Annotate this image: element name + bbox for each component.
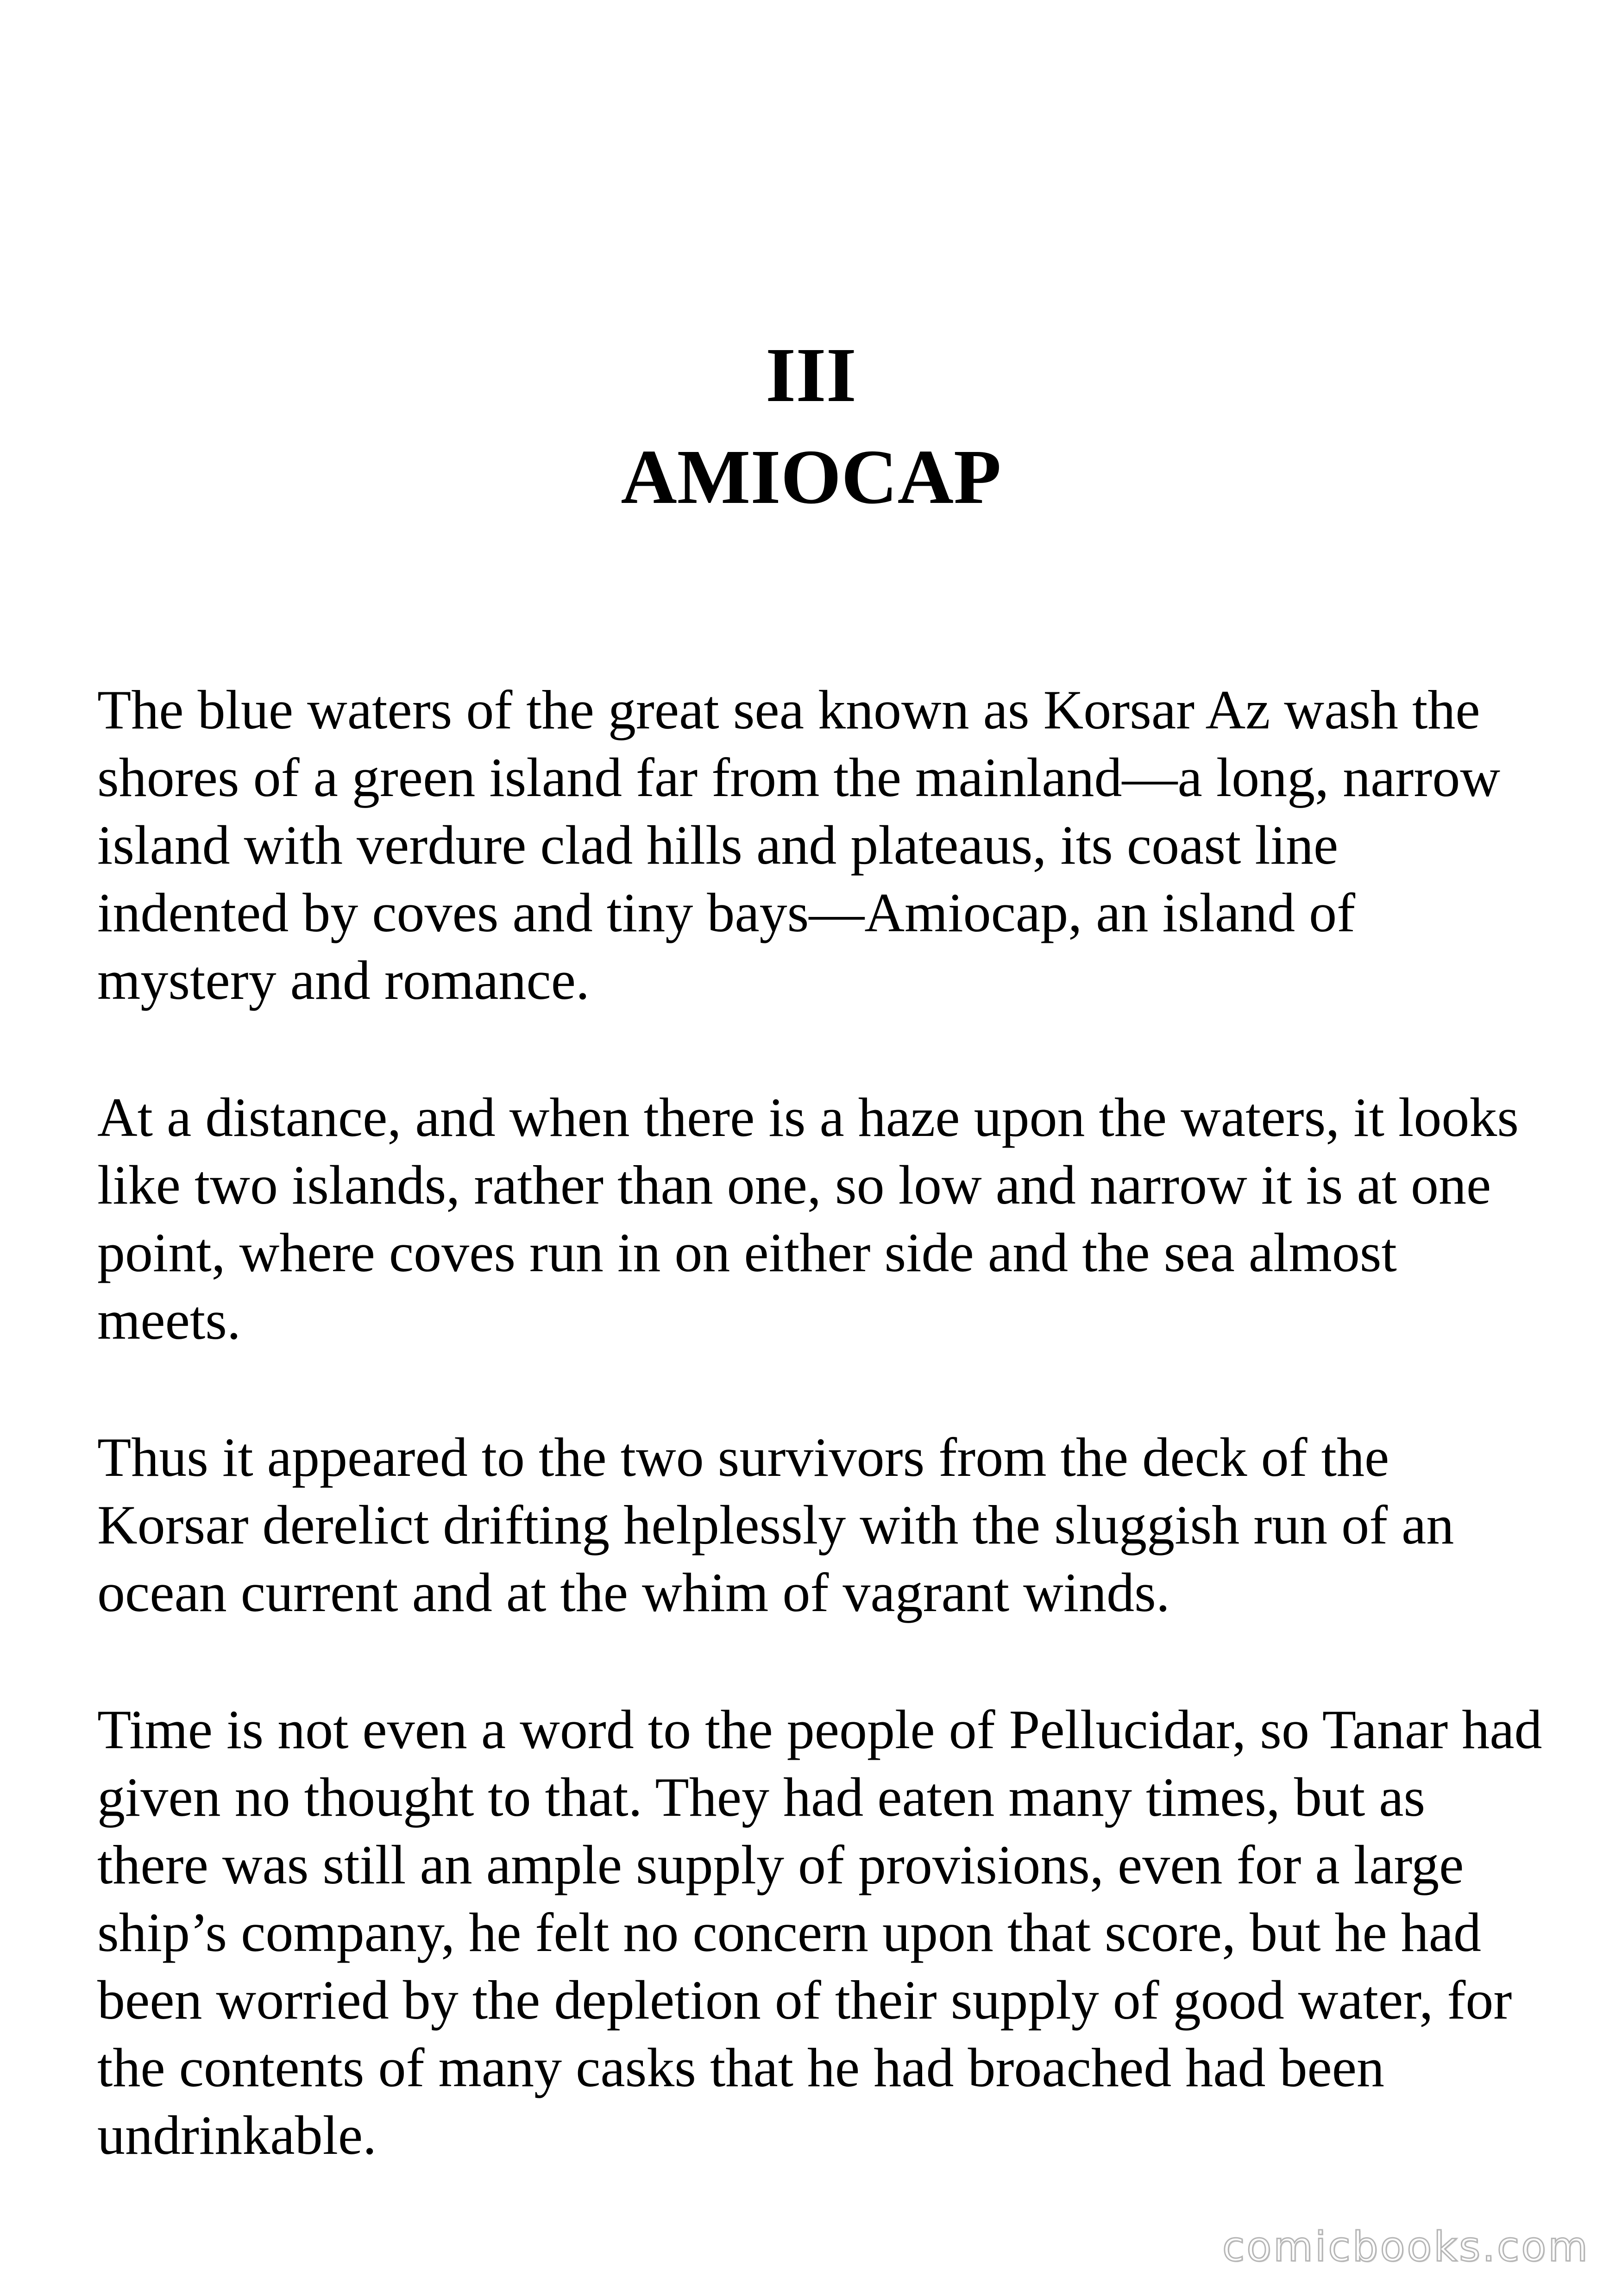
paragraph: Thus it appeared to the two survivors from the deck of the Korsar derelict drifting helplessly with the sluggish run of an ocean current and at the whim of vagrant winds. <box>97 1426 1454 1623</box>
chapter-title: AMIOCAP <box>621 434 1001 520</box>
site-watermark: comicbooks.com <box>1222 2223 1590 2271</box>
chapter-heading <box>0 324 1622 528</box>
paragraph: The blue waters of the great sea known as Korsar Az wash the shores of a green island far from the mainland—a long, narrow island with verdure clad hills and plateaus, its coast line indented by coves and tiny bays—Amiocap, an island of mystery and romance. <box>97 679 1501 1011</box>
chapter-number: III <box>765 332 857 418</box>
paragraph: Time is not even a word to the people of Pellucidar, so Tanar had given no thought to that. They had eaten many times, but as there was still an ample supply of provisions, even for a large ship’s company, he felt no concern upon that score, but he had been worried by the depletion of their supply of good water, for the contents of many casks that he had broached had been undrinkable. <box>97 1699 1542 2166</box>
chapter-body <box>97 676 1542 2239</box>
paragraph: At a distance, and when there is a haze upon the waters, it looks like two islands, rather than one, so low and narrow it is at one point, where coves run in on either side and the sea almost meets. <box>97 1086 1519 1351</box>
